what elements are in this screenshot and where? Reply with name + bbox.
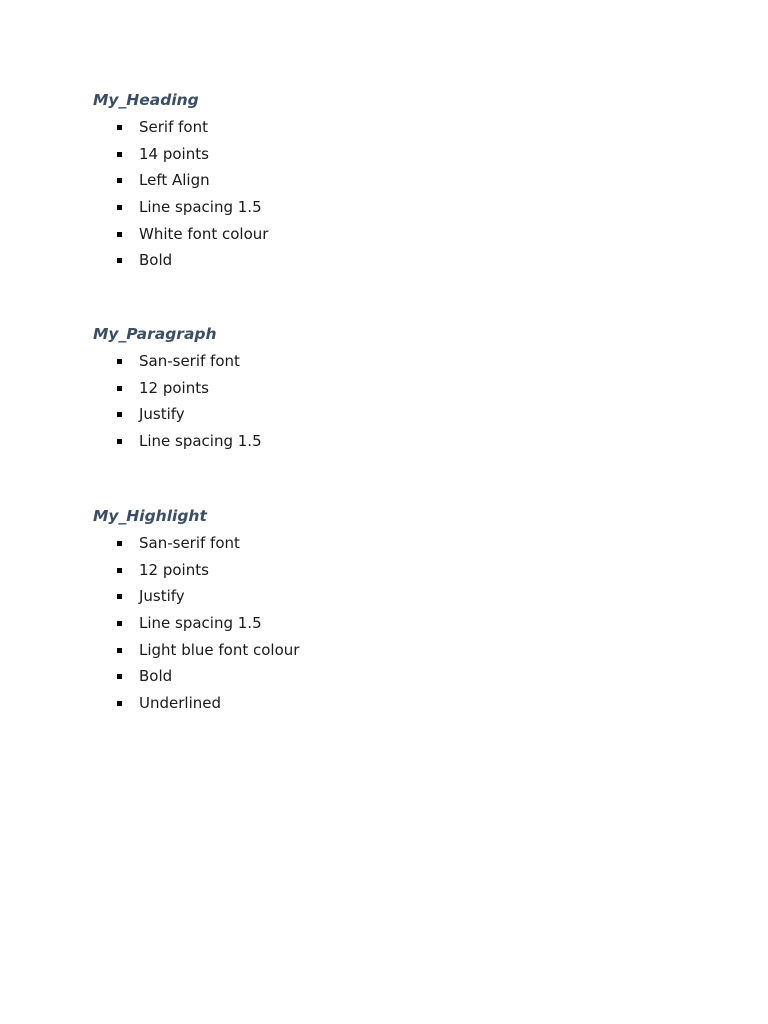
square-bullet-icon [117, 258, 122, 263]
list-item-text: Light blue font colour [139, 640, 300, 659]
square-bullet-icon [117, 205, 122, 210]
list-item [93, 690, 299, 717]
square-bullet-icon [117, 621, 122, 626]
list-item-text: White font colour [139, 224, 269, 243]
list-item [93, 428, 262, 455]
bullet-list [93, 530, 299, 717]
list-item [93, 663, 299, 690]
list-item [93, 401, 262, 428]
list-item-text: Serif font [139, 118, 208, 136]
square-bullet-icon [117, 152, 122, 157]
style-section-heading [93, 90, 268, 274]
square-bullet-icon [117, 439, 122, 444]
square-bullet-icon [117, 648, 122, 653]
bullet-list [93, 348, 262, 455]
list-item-text: Left Align [139, 171, 210, 190]
bullet-list [93, 114, 268, 274]
list-item [93, 167, 268, 194]
list-item-text: Bold [139, 251, 173, 270]
list-item [93, 221, 268, 248]
square-bullet-icon [117, 178, 122, 183]
list-item [93, 610, 299, 637]
list-item [93, 375, 262, 402]
list-item [93, 141, 268, 168]
section-title: My_Heading [93, 91, 199, 109]
list-item [93, 348, 262, 375]
list-item-text: Bold [139, 667, 173, 686]
list-item-text: San-serif font [139, 534, 240, 552]
list-item-text: Justify [139, 405, 185, 424]
square-bullet-icon [117, 359, 122, 364]
style-section-highlight [93, 506, 299, 717]
list-item-text: 12 points [139, 560, 209, 579]
list-item [93, 637, 299, 664]
style-section-paragraph [93, 324, 262, 455]
list-item-text: Justify [139, 587, 185, 606]
square-bullet-icon [117, 232, 122, 237]
square-bullet-icon [117, 701, 122, 706]
list-item [93, 557, 299, 584]
square-bullet-icon [117, 412, 122, 417]
square-bullet-icon [117, 541, 122, 546]
square-bullet-icon [117, 125, 122, 130]
list-item-text: 12 points [139, 378, 209, 397]
list-item [93, 530, 299, 557]
list-item [93, 247, 268, 274]
square-bullet-icon [117, 568, 122, 573]
square-bullet-icon [117, 674, 122, 679]
list-item-text: Line spacing 1.5 [139, 614, 262, 633]
list-item [93, 114, 268, 141]
list-item [93, 583, 299, 610]
square-bullet-icon [117, 594, 122, 599]
list-item-text: Line spacing 1.5 [139, 198, 262, 217]
list-item-text: Underlined [139, 694, 221, 713]
list-item [93, 194, 268, 221]
square-bullet-icon [117, 386, 122, 391]
section-title: My_Highlight [93, 507, 207, 525]
section-title: My_Paragraph [93, 325, 217, 343]
list-item-text: San-serif font [139, 352, 240, 370]
list-item-text: Line spacing 1.5 [139, 432, 262, 451]
list-item-text: 14 points [139, 144, 209, 163]
